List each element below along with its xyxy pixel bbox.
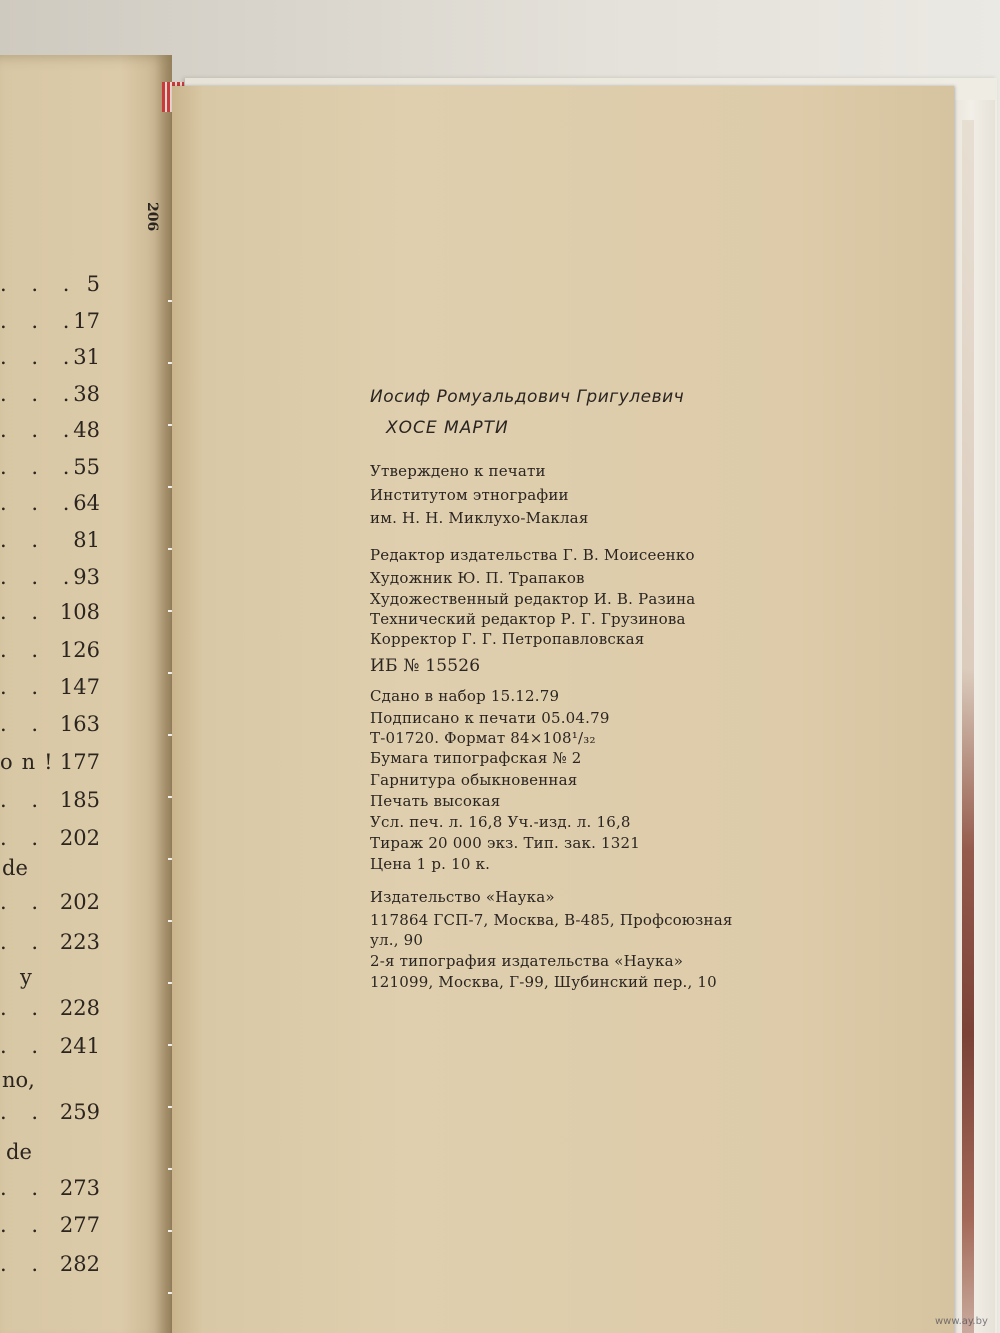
contents-line <box>0 1176 150 1206</box>
contents-leader: . . <box>0 930 48 954</box>
contents-line <box>0 491 150 521</box>
left-page-word-fragment: de <box>2 856 28 880</box>
contents-page-number: 108 <box>59 600 100 624</box>
contents-leader: . . <box>0 638 48 662</box>
contents-leader: . . <box>0 890 48 914</box>
contents-line <box>0 1100 150 1130</box>
contents-page-number: 64 <box>73 491 100 515</box>
contents-line <box>0 345 150 375</box>
book-cover-edge <box>955 100 995 1333</box>
contents-page-number: 17 <box>73 309 100 333</box>
author-name: Иосиф Ромуальдович Григулевич <box>370 387 685 407</box>
contents-page-number: 223 <box>59 930 100 954</box>
contents-leader: . . <box>0 1213 48 1237</box>
contents-leader: on! <box>0 750 62 774</box>
contents-page-number: 81 <box>73 528 100 552</box>
contents-page-number: 48 <box>73 418 100 442</box>
staff-line: Технический редактор Р. Г. Грузинова <box>370 610 686 628</box>
staff-line: Корректор Г. Г. Петропавловская <box>370 630 645 648</box>
print-detail-line: Бумага типографская № 2 <box>370 749 582 767</box>
print-detail-line: Цена 1 р. 10 к. <box>370 855 491 873</box>
contents-line <box>0 826 150 856</box>
publisher-line: 117864 ГСП-7, Москва, В-485, Профсоюзная <box>370 911 733 929</box>
contents-page-number: 202 <box>59 890 100 914</box>
edge-page-number: 206 <box>144 202 160 232</box>
publisher-line: 2-я типография издательства «Наука» <box>370 952 684 970</box>
contents-page-number: 241 <box>59 1034 100 1058</box>
contents-leader: . . . <box>0 309 79 333</box>
contents-leader: . . <box>0 675 48 699</box>
contents-page-number: 259 <box>59 1100 100 1124</box>
cover-spine-strip <box>962 120 974 1333</box>
approval-line: им. Н. Н. Миклухо-Маклая <box>370 509 589 527</box>
staff-line: Художественный редактор И. В. Разина <box>370 590 696 608</box>
contents-line <box>0 1213 150 1243</box>
staff-line: Художник Ю. П. Трапаков <box>370 569 585 587</box>
contents-line <box>0 712 150 742</box>
print-detail-line: Т-01720. Формат 84×108¹/₃₂ <box>370 729 596 747</box>
contents-line <box>0 309 150 339</box>
contents-line <box>0 382 150 412</box>
print-detail-line: Сдано в набор 15.12.79 <box>370 687 560 705</box>
contents-page-number: 5 <box>86 272 100 296</box>
left-page-word-fragment: no, <box>2 1068 35 1092</box>
contents-page-number: 228 <box>59 996 100 1020</box>
contents-leader: . . <box>0 826 48 850</box>
print-detail-line: Печать высокая <box>370 792 501 810</box>
contents-page-number: 93 <box>73 565 100 589</box>
contents-leader: . . . <box>0 272 79 296</box>
contents-line <box>0 1034 150 1064</box>
contents-leader: . . <box>0 528 48 552</box>
print-detail-line: Подписано к печати 05.04.79 <box>370 709 610 727</box>
contents-leader: . . . <box>0 345 79 369</box>
contents-line <box>0 455 150 485</box>
left-page-word-fragment: de <box>6 1140 32 1164</box>
contents-leader: . . <box>0 1034 48 1058</box>
staff-line: Редактор издательства Г. В. Моисеенко <box>370 546 695 564</box>
left-page-word-fragment: y <box>20 965 32 989</box>
contents-leader: . . <box>0 788 48 812</box>
contents-line <box>0 565 150 595</box>
contents-line <box>0 996 150 1026</box>
contents-page-number: 31 <box>73 345 100 369</box>
contents-leader: . . <box>0 1176 48 1200</box>
contents-line <box>0 890 150 920</box>
contents-line <box>0 1252 150 1282</box>
print-detail-line: Усл. печ. л. 16,8 Уч.-изд. л. 16,8 <box>370 813 631 831</box>
contents-page-number: 177 <box>59 750 100 774</box>
contents-page-number: 273 <box>59 1176 100 1200</box>
contents-leader: . . <box>0 1252 48 1276</box>
contents-line <box>0 675 150 705</box>
contents-line <box>0 788 150 818</box>
contents-leader: . . <box>0 996 48 1020</box>
contents-line <box>0 930 150 960</box>
contents-page-number: 38 <box>73 382 100 406</box>
ib-number: ИБ № 15526 <box>370 656 481 676</box>
print-detail-line: Гарнитура обыкновенная <box>370 771 578 789</box>
contents-line <box>0 750 150 780</box>
contents-page-number: 163 <box>59 712 100 736</box>
contents-leader: . . . <box>0 418 79 442</box>
contents-line <box>0 600 150 630</box>
contents-leader: . . . <box>0 491 79 515</box>
approval-line: Утверждено к печати <box>370 462 546 480</box>
contents-page-number: 147 <box>59 675 100 699</box>
book-title: ХОСЕ МАРТИ <box>386 418 509 438</box>
contents-page-number: 185 <box>59 788 100 812</box>
contents-line <box>0 638 150 668</box>
contents-page-number: 55 <box>73 455 100 479</box>
contents-leader: . . . <box>0 565 79 589</box>
watermark: www.ay.by <box>935 1316 988 1327</box>
contents-line <box>0 528 150 558</box>
contents-line <box>0 418 150 448</box>
contents-leader: . . <box>0 712 48 736</box>
contents-leader: . . . <box>0 382 79 406</box>
contents-leader: . . <box>0 1100 48 1124</box>
publisher-line: ул., 90 <box>370 931 424 949</box>
publisher-line: 121099, Москва, Г-99, Шубинский пер., 10 <box>370 973 717 991</box>
contents-page-number: 282 <box>59 1252 100 1276</box>
contents-page-number: 126 <box>59 638 100 662</box>
approval-line: Институтом этнографии <box>370 486 569 504</box>
contents-page-number: 277 <box>59 1213 100 1237</box>
publisher-line: Издательство «Наука» <box>370 888 555 906</box>
contents-line <box>0 272 150 302</box>
print-detail-line: Тираж 20 000 экз. Тип. зак. 1321 <box>370 834 641 852</box>
contents-leader: . . <box>0 600 48 624</box>
contents-page-number: 202 <box>59 826 100 850</box>
contents-leader: . . . <box>0 455 79 479</box>
